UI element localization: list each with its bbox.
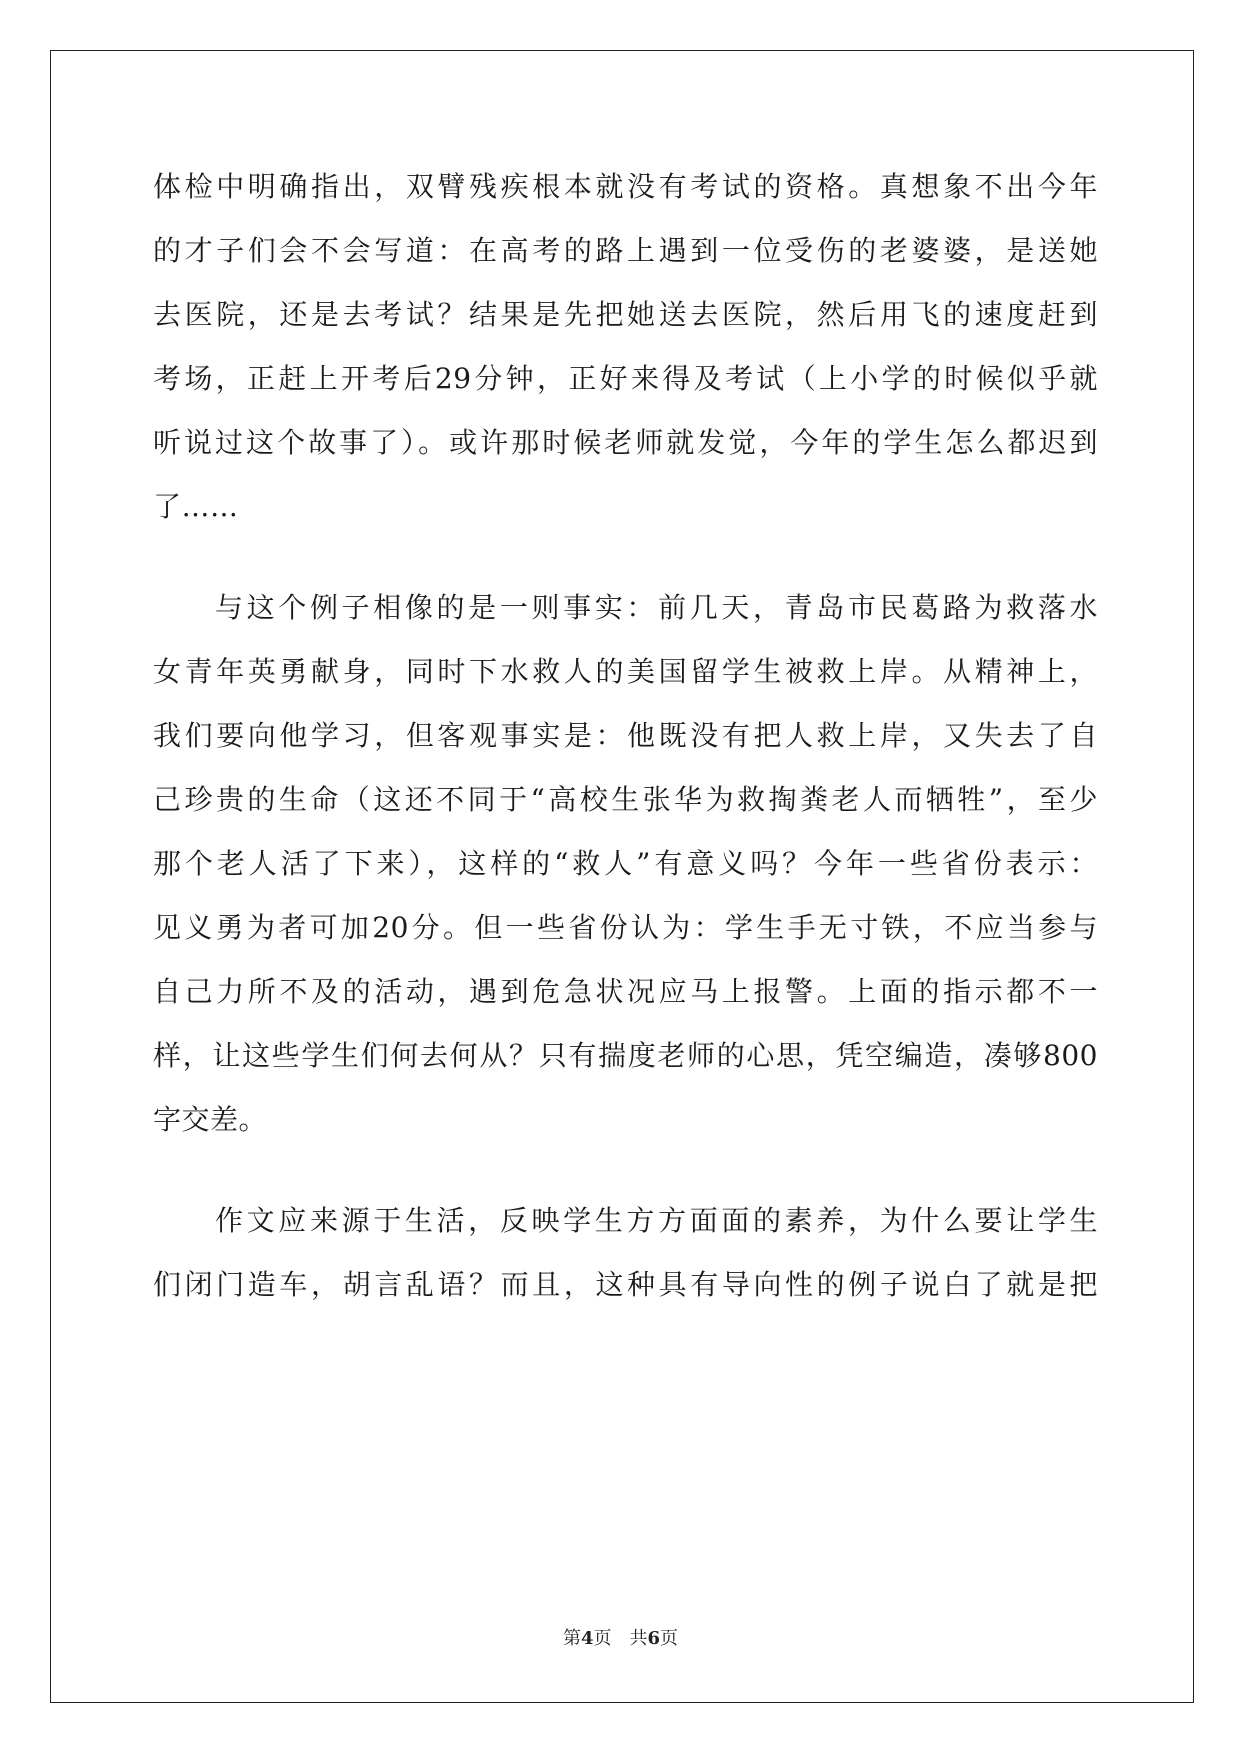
text-line: 们闭门造车，胡言乱语？而且，这种具有导向性的例子说白了就是把	[153, 1268, 1098, 1301]
text-line: 去医院，还是去考试？结果是先把她送去医院，然后用飞的速度赶到	[153, 298, 1098, 331]
text-line: 考场，正赶上开考后29分钟，正好来得及考试（上小学的时候似乎就	[153, 362, 1098, 395]
text-line: 与这个例子相像的是一则事实：前几天，青岛市民葛路为救落水	[215, 591, 1098, 624]
paragraph-1	[153, 155, 1098, 539]
page-footer	[0, 1624, 1241, 1650]
text-line: 作文应来源于生活，反映学生方方面面的素养，为什么要让学生	[215, 1204, 1098, 1237]
text-line: 的才子们会不会写道：在高考的路上遇到一位受伤的老婆婆，是送她	[153, 234, 1098, 267]
text-line: 见义勇为者可加20分。但一些省份认为：学生手无寸铁，不应当参与	[153, 911, 1098, 944]
text-line: 我们要向他学习，但客观事实是：他既没有把人救上岸，又失去了自	[153, 719, 1098, 752]
text-line: 了……	[153, 490, 239, 523]
footer-total-suffix: 页	[660, 1628, 679, 1649]
document-body	[153, 155, 1098, 1317]
text-line: 听说过这个故事了）。或许那时候老师就发觉，今年的学生怎么都迟到	[153, 426, 1098, 459]
text-line: 体检中明确指出，双臂残疾根本就没有考试的资格。真想象不出今年	[153, 170, 1098, 203]
footer-page-suffix: 页	[593, 1628, 612, 1649]
paragraph-3	[153, 1189, 1098, 1317]
footer-total-prefix: 共	[629, 1628, 648, 1649]
current-page-number: 4	[580, 1628, 594, 1649]
text-line: 己珍贵的生命（这还不同于“高校生张华为救掏粪老人而牺牲”，至少	[153, 783, 1098, 816]
text-line: 自己力所不及的活动，遇到危急状况应马上报警。上面的指示都不一	[153, 975, 1098, 1008]
text-line: 那个老人活了下来），这样的“救人”有意义吗？今年一些省份表示：	[153, 847, 1098, 880]
text-line: 样，让这些学生们何去何从？只有揣度老师的心思，凭空编造，凑够800	[153, 1039, 1098, 1072]
text-line: 字交差。	[153, 1103, 268, 1136]
footer-prefix: 第	[562, 1628, 581, 1649]
paragraph-2	[153, 576, 1098, 1152]
text-line: 女青年英勇献身，同时下水救人的美国留学生被救上岸。从精神上，	[153, 655, 1098, 688]
total-pages-number: 6	[647, 1628, 661, 1649]
